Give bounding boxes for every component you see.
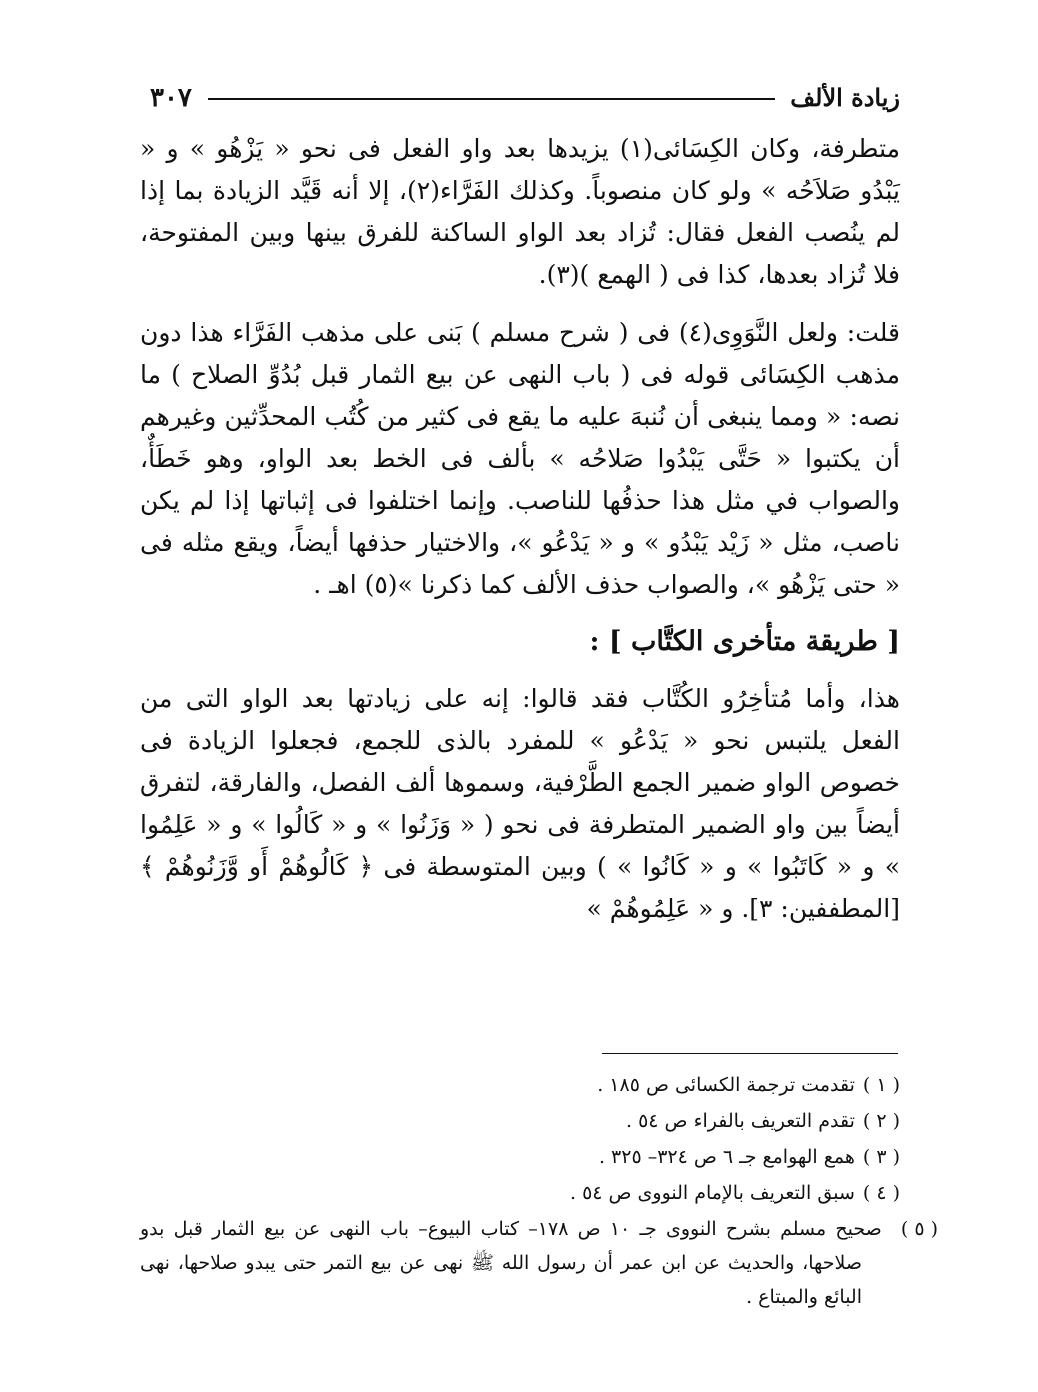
footnote-number: ( ٢ ) <box>862 1110 900 1132</box>
paragraph-1: متطرفة، وكان الكِسَائى(١) يزيدها بعد واو الفعل فى نحو « يَزْهُو » و « يَبْدُو صَلاَحُه » ولو كان منصوباً. وكذلك الفَرَّاء(٢)، إلا أنه قَيَّد الزيادة بما إذا لم ينُصب الفعل فقال: تُزاد بعد الواو الساكنة للفرق بينها وبين المفتوحة، فلا تُزاد بعدها، كذا فى ( الهمع )(٣). <box>140 134 900 289</box>
footnote-1 <box>140 1068 900 1102</box>
main-text <box>140 128 900 930</box>
footnote-text: همع الهوامع جـ ٦ ص ٣٢٤– ٣٢٥ . <box>598 1146 855 1168</box>
footnotes <box>140 1068 938 1316</box>
section-heading: [ طريقة متأخرى الكتَّاب ] : <box>589 626 900 657</box>
header-rule <box>208 98 775 100</box>
footnote-number: ( ١ ) <box>862 1074 900 1096</box>
footnote-text: تقدمت ترجمة الكسائى ص ١٨٥ . <box>597 1074 855 1096</box>
footnote-text: صحيح مسلم بشرح النووى جـ ١٠ ص ١٧٨– كتاب البيوع– باب النهى عن بيع الثمار قبل بدو صلاحها، والحديث عن ابن عمر أن رسول الله ﷺ نهى عن بيع التمر حتى يبدو صلاحها، نهى البائع والمبتاع . <box>140 1218 882 1308</box>
footnote-text: تقدم التعريف بالفراء ص ٥٤ . <box>626 1110 855 1132</box>
footnote-5 <box>140 1212 938 1314</box>
footnote-3 <box>140 1140 900 1174</box>
paragraph-2: قلت: ولعل النَّوَوِى(٤) فى ( شرح مسلم ) بَنى على مذهب الفَرَّاء هذا دون مذهب الكِسَائى قوله فى ( باب النهى عن بيع الثمار قبل بُدُوِّ الصلاح ) ما نصه: « ومما ينبغى أن نُنبهَ عليه ما يقع فى كثير من كُتُب المحدِّثين وغيرهم أن يكتبوا « حَتَّى يَبْدُوا صَلاحُه » بألف فى الخط بعد الواو، وهو خَطَأٌ، والصواب في مثل هذا حذفُها للناصب. وإنما اختلفوا فى إثباتها إذا لم يكن ناصب، مثل « زَيْد يَبْدُو » و « يَدْعُو »، والاختيار حذفها أيضاً، ويقع مثله فى « حتى يَزْهُو »، والصواب حذف الألف كما ذكرنا »(٥) اهـ . <box>140 318 900 599</box>
footnote-number: ( ٣ ) <box>862 1146 900 1168</box>
footnote-2 <box>140 1104 900 1138</box>
page-number: ٣٠٧ <box>150 83 192 113</box>
footnote-rule <box>602 1053 898 1054</box>
page-header <box>150 80 900 120</box>
footnote-4 <box>140 1176 900 1210</box>
running-title: زيادة الألف <box>790 83 900 112</box>
paragraph-3: هذا، وأما مُتأخِرُو الكُتَّاب فقد قالوا: إنه على زيادتها بعد الواو التى من الفعل يلتبس نحو « يَدْعُو » للمفرد بالذى للجمع، فجعلوا الزيادة فى خصوص الواو ضمير الجمع الطَّرْفية، وسموها ألف الفصل، والفارقة، لتفرق أيضاً بين واو الضمير المتطرفة فى نحو ( « وَزَنُوا » و « كَالُوا » و « عَلِمُوا » و « كَاتَبُوا » و « كَانُوا » ) وبين المتوسطة فى ﴿ كَالُوهُمْ أَو وَّزَنُوهُمْ ﴾ [المطففين: ٣]. و « عَلِمُوهُمْ » <box>140 684 900 923</box>
footnote-text: سبق التعريف بالإمام النووى ص ٥٤ . <box>569 1182 855 1204</box>
footnote-number: ( ٥ ) <box>900 1218 938 1240</box>
footnote-number: ( ٤ ) <box>862 1182 900 1204</box>
